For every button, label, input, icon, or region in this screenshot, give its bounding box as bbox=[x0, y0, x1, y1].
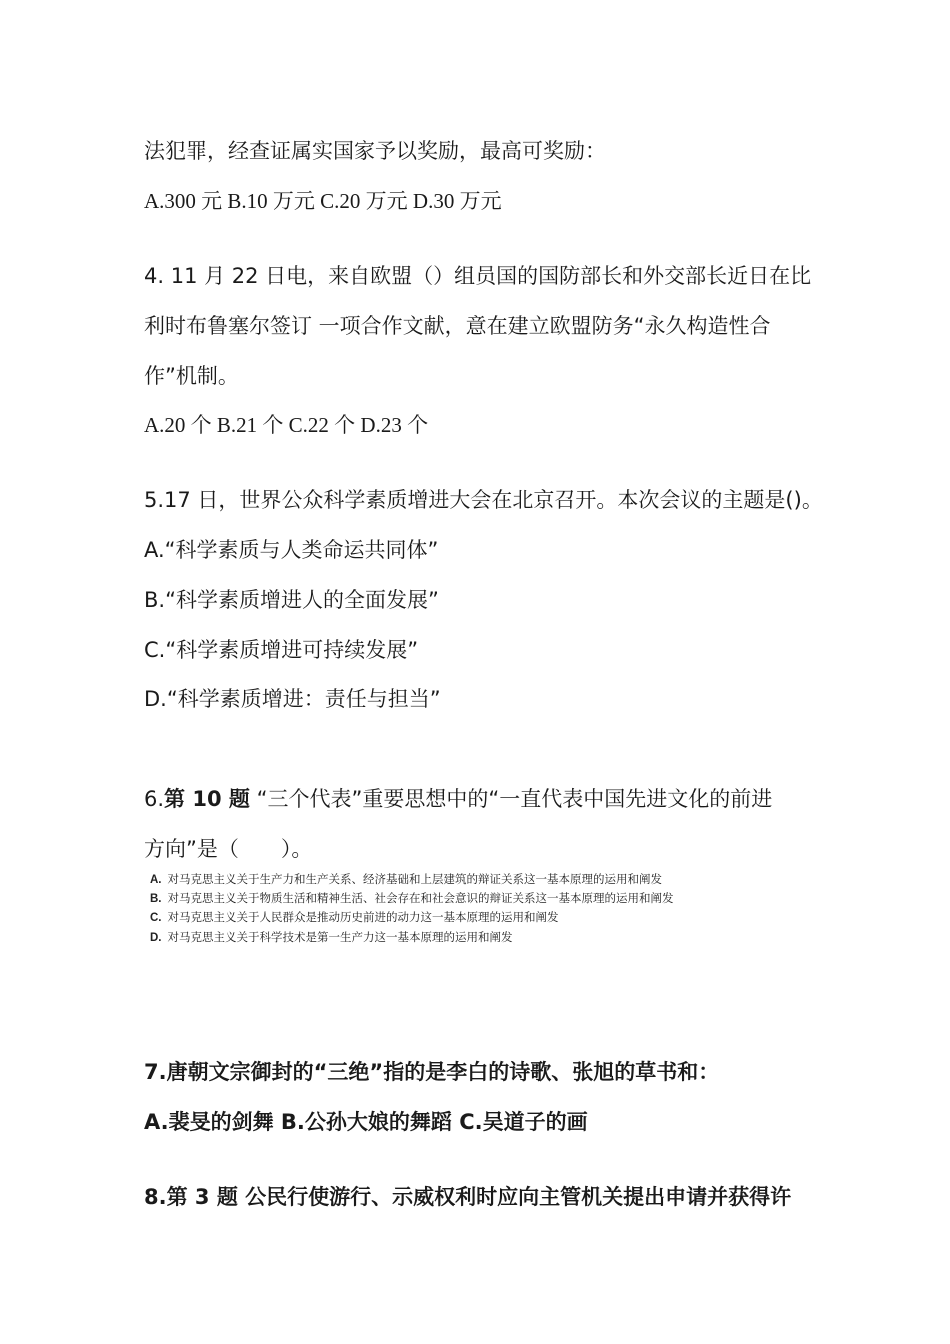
q6-option-b-text: 对马克思主义关于物质生活和精神生活、社会存在和社会意识的辩证关系这一基本原理的运用和阐发 bbox=[167, 891, 674, 905]
q6-option-a-label: A. bbox=[150, 874, 162, 886]
q7-options: A.裴旻的剑舞 B.公孙大娘的舞蹈 C.吴道子的画 bbox=[144, 1110, 588, 1134]
q6-option-d-label: D. bbox=[150, 932, 162, 944]
q6-number: 6. bbox=[144, 787, 165, 811]
q6-line-2: 方向”是（ ）。 bbox=[144, 837, 313, 861]
q8-stem: 8.第 3 题 公民行使游行、示威权利时应向主管机关提出申请并获得许 bbox=[144, 1185, 792, 1209]
q6-option-d-text: 对马克思主义关于科学技术是第一生产力这一基本原理的运用和阐发 bbox=[167, 930, 513, 944]
q6-option-c bbox=[150, 909, 559, 926]
q5-stem: 5.17 日，世界公众科学素质增进大会在北京召开。本次会议的主题是()。 bbox=[144, 488, 823, 512]
q6-option-b-label: B. bbox=[150, 893, 162, 905]
q5-option-b: B.“科学素质增进人的全面发展” bbox=[144, 588, 439, 612]
q5-option-c: C.“科学素质增进可持续发展” bbox=[144, 638, 419, 662]
q6-line-1 bbox=[144, 785, 772, 813]
q6-option-b bbox=[150, 890, 674, 907]
q5-option-d: D.“科学素质增进：责任与担当” bbox=[144, 687, 441, 711]
q6-option-d bbox=[150, 929, 513, 946]
q7-stem: 7.唐朝文宗御封的“三绝”指的是李白的诗歌、张旭的草书和： bbox=[144, 1060, 720, 1084]
q3-continuation: 法犯罪，经查证属实国家予以奖励，最高可奖励： bbox=[144, 139, 606, 163]
q3-options: A.300 元 B.10 万元 C.20 万元 D.30 万元 bbox=[144, 189, 502, 213]
q6-option-c-label: C. bbox=[150, 912, 162, 924]
q4-options: A.20 个 B.21 个 C.22 个 D.23 个 bbox=[144, 413, 429, 437]
q6-option-c-text: 对马克思主义关于人民群众是推动历史前进的动力这一基本原理的运用和阐发 bbox=[167, 910, 559, 924]
q5-option-a: A.“科学素质与人类命运共同体” bbox=[144, 538, 439, 562]
q6-option-a bbox=[150, 871, 662, 888]
q4-line-3: 作”机制。 bbox=[144, 364, 239, 388]
q4-line-2: 利时布鲁塞尔签订 一项合作文献，意在建立欧盟防务“永久构造性合 bbox=[144, 314, 771, 338]
q6-stem-text: “三个代表”重要思想中的“一直代表中国先进文化的前进 bbox=[249, 787, 773, 811]
q6-tag: 第 10 题 bbox=[164, 787, 250, 811]
q4-line-1: 4. 11 月 22 日电，来自欧盟（）组员国的国防部长和外交部长近日在比 bbox=[144, 264, 812, 288]
q6-option-a-text: 对马克思主义关于生产力和生产关系、经济基础和上层建筑的辩证关系这一基本原理的运用和阐发 bbox=[167, 872, 662, 886]
